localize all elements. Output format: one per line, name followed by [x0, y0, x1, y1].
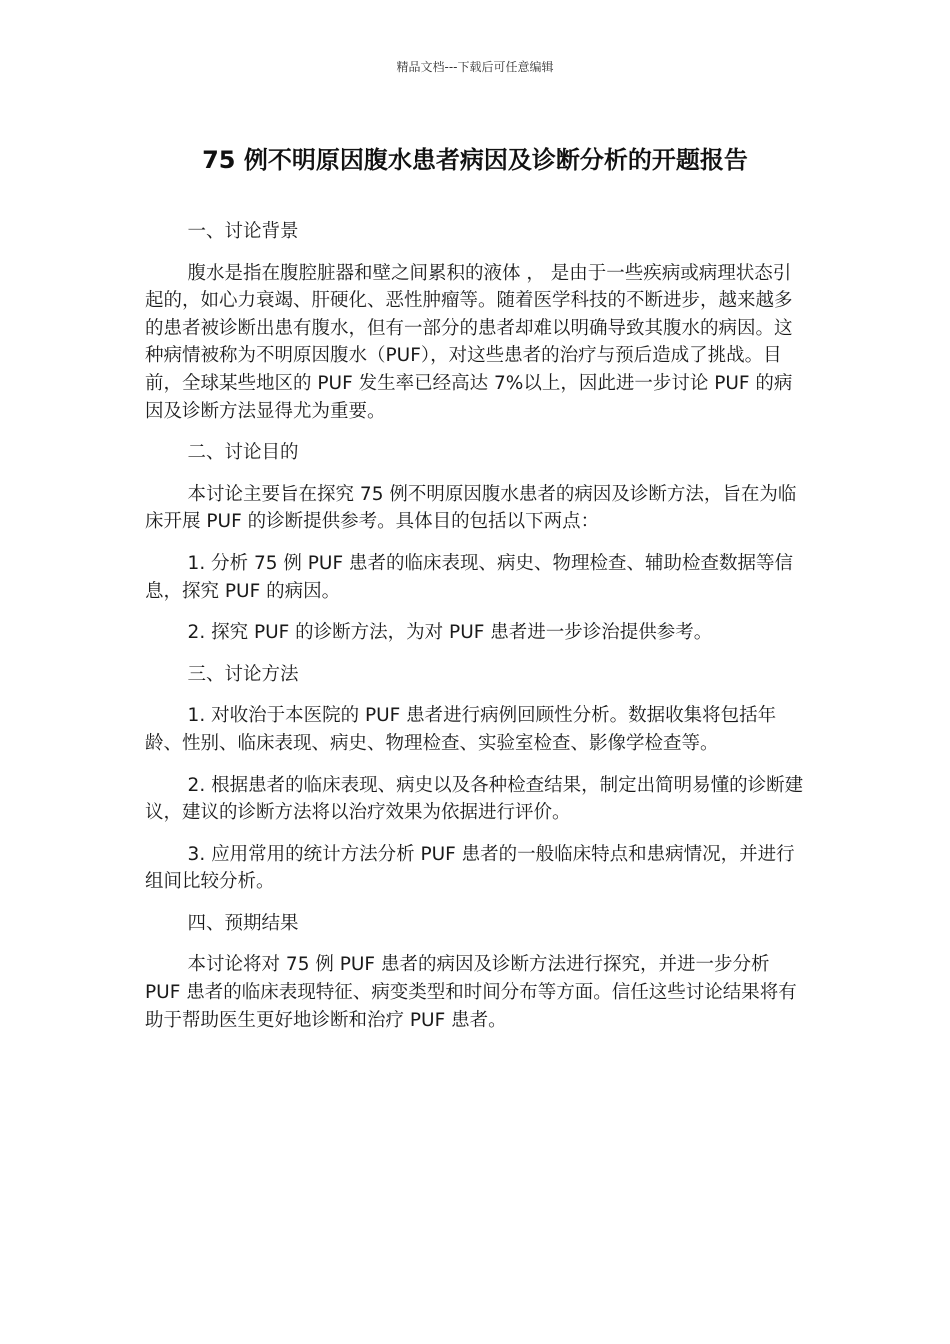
document-title: 75 例不明原因腹水患者病因及诊断分析的开题报告: [202, 146, 748, 174]
paragraph-purpose-item-1: 1. 分析 75 例 PUF 患者的临床表现、病史、物理检查、辅助检查数据等信息，探究 PUF 的病因。: [145, 552, 793, 602]
section-heading-expected-results: 四、预期结果: [187, 912, 299, 934]
document-body: [145, 218, 807, 1048]
paragraph-purpose-intro: 本讨论主要旨在探究 75 例不明原因腹水患者的病因及诊断方法，旨在为临床开展 PUF 的诊断提供参考。具体目的包括以下两点：: [145, 483, 797, 533]
paragraph-background: 腹水是指在腹腔脏器和壁之间累积的液体 ， 是由于一些疾病或病理状态引起的，如心力衰竭、肝硬化、恶性肿瘤等。随着医学科技的不断进步，越来越多的患者被诊断出患有腹水，但有一部分的患者却难以明确导致其腹水的病因。这种病情被称为不明原因腹水（PUF），对这些患者的治疗与预后造成了挑战。目前，全球某些地区的 PUF 发生率已经高达 7%以上，因此进一步讨论 PUF 的病因及诊断方法显得尤为重要。: [145, 262, 793, 422]
header-note: 精品文档---下载后可任意编辑: [396, 60, 554, 74]
paragraph-methods-item-2: 2. 根据患者的临床表现、病史以及各种检查结果，制定出简明易懂的诊断建议，建议的诊断方法将以治疗效果为依据进行评价。: [145, 774, 804, 824]
paragraph-expected-results: 本讨论将对 75 例 PUF 患者的病因及诊断方法进行探究，并进一步分析 PUF 患者的临床表现特征、病变类型和时间分布等方面。信任这些讨论结果将有助于帮助医生更好地诊断和治疗 PUF 患者。: [145, 954, 797, 1031]
section-heading-background: 一、讨论背景: [187, 221, 299, 242]
section-heading-methods: 三、讨论方法: [187, 663, 299, 685]
paragraph-purpose-item-2: 2. 探究 PUF 的诊断方法，为对 PUF 患者进一步诊治提供参考。: [187, 622, 713, 644]
section-heading-purpose: 二、讨论目的: [187, 442, 299, 464]
paragraph-methods-item-3: 3. 应用常用的统计方法分析 PUF 患者的一般临床特点和患病情况，并进行组间比较分析。: [145, 843, 795, 893]
paragraph-methods-item-1: 1. 对收治于本医院的 PUF 患者进行病例回顾性分析。数据收集将包括年龄、性别、临床表现、病史、物理检查、实验室检查、影像学检查等。: [145, 705, 777, 754]
